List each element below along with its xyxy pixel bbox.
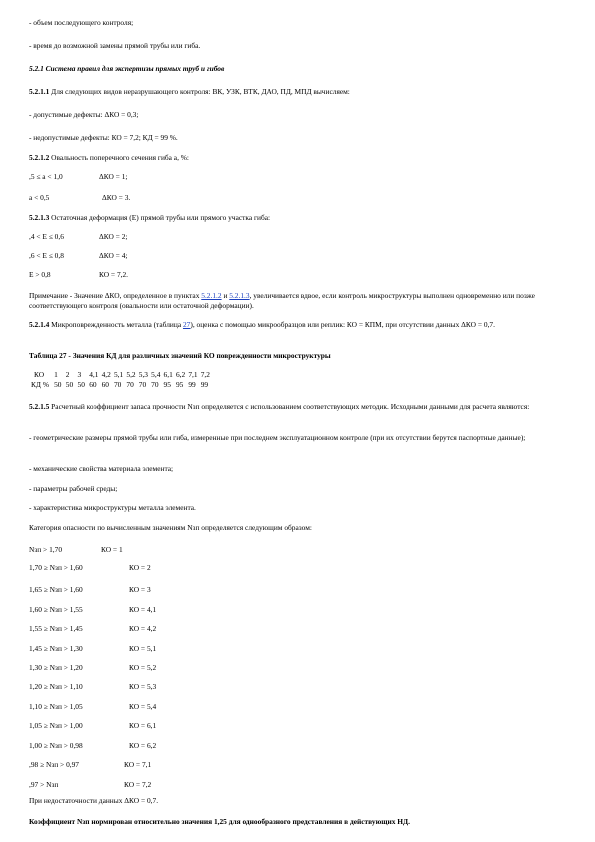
- nzp-condition: 1,60 ≥ Nзп > 1,55: [29, 605, 83, 614]
- table-row-kd: [29, 380, 213, 390]
- table-cell: 3: [77, 370, 82, 379]
- bullet-acceptable-defects: - допустимые дефекты: ΔКО = 0,3;: [29, 110, 139, 119]
- paragraph-5-2-1-5: [29, 402, 564, 412]
- ovality-row-1: [29, 172, 229, 182]
- paragraph-number: 5.2.1.1: [29, 87, 50, 96]
- nzp-condition: 1,70 ≥ Nзп > 1,60: [29, 563, 83, 572]
- nzp-ko-value: КО = 5,4: [129, 702, 157, 711]
- table-cell: КД %: [31, 380, 49, 389]
- ovality-value: ΔКО = 3.: [102, 193, 131, 202]
- ovality-row-2: [29, 193, 229, 203]
- nzp-ko-value: КО = 4,1: [129, 605, 157, 614]
- table-cell: 60: [89, 380, 97, 389]
- nzp-category-row: [29, 682, 249, 692]
- bullet-control-volume: - объем последующего контроля;: [29, 18, 134, 27]
- nzp-category-row: [29, 624, 249, 634]
- nzp-condition: 1,20 ≥ Nзп > 1,10: [29, 682, 83, 691]
- nzp-ko-value: КО = 1: [101, 545, 123, 554]
- nzp-condition: 1,65 ≥ Nзп > 1,60: [29, 585, 83, 594]
- nzp-condition: 1,10 ≥ Nзп > 1,05: [29, 702, 83, 711]
- table-cell: 2: [65, 370, 70, 379]
- note-paragraph: [29, 291, 564, 311]
- paragraph-5-2-1-3: [29, 213, 270, 223]
- nzp-category-row: [29, 545, 249, 555]
- nzp-condition: 1,45 ≥ Nзп > 1,30: [29, 644, 83, 653]
- nzp-condition: ,98 ≥ Nзп > 0,97: [29, 760, 79, 769]
- table-cell: 99: [200, 380, 209, 389]
- nzp-category-row: [29, 721, 249, 731]
- deformation-row-3: [29, 270, 229, 280]
- table-cell: 60: [101, 380, 109, 389]
- paragraph-number: 5.2.1.5: [29, 402, 50, 411]
- paragraph-5-2-1-4: [29, 320, 564, 330]
- nzp-condition: 1,00 ≥ Nзп > 0,98: [29, 741, 83, 750]
- table-cell: 5,4: [151, 370, 161, 379]
- note-text: Примечание - Значение ΔКО, определенное в пунктах: [29, 291, 202, 300]
- deformation-row-2: [29, 251, 229, 261]
- nzp-ko-value: КО = 5,2: [129, 663, 157, 672]
- table-cell: 70: [138, 380, 147, 389]
- nzp-ko-value: КО = 5,3: [129, 682, 157, 691]
- table-cell: 6,1: [163, 370, 173, 379]
- section-heading-5-2-1: 5.2.1 Система правил для экспертизы прямых труб и гибов: [29, 64, 225, 73]
- table-cell: 7,2: [200, 370, 210, 379]
- deformation-condition: ,4 < Е ≤ 0,6: [29, 232, 64, 241]
- table-cell: 70: [126, 380, 134, 389]
- link-table-27[interactable]: 27: [182, 320, 191, 329]
- bullet-mechanical-properties: - механические свойства материала элемента;: [29, 464, 174, 473]
- bullet-microstructure: - характеристика микроструктуры металла элемента.: [29, 503, 196, 512]
- bullet-unacceptable-defects: - недопустимые дефекты: КО = 7,2; КД = 99 %.: [29, 133, 178, 142]
- table-row-ko: [29, 370, 213, 380]
- nzp-category-row: [29, 644, 249, 654]
- table-cell: КО: [34, 370, 45, 379]
- table-cell: 6,2: [175, 370, 186, 379]
- nzp-condition: ,97 > Nзп: [29, 780, 59, 789]
- nzp-category-row: [29, 760, 249, 770]
- missing-data-note: При недостаточности данных ΔКО = 0,7.: [29, 796, 159, 805]
- deformation-condition: Е > 0,8: [29, 270, 51, 279]
- deformation-row-1: [29, 232, 229, 242]
- table-cell: 4,1: [89, 370, 99, 379]
- nzp-category-row: [29, 702, 249, 712]
- nzp-category-row: [29, 741, 249, 751]
- table-cell: 5,3: [138, 370, 149, 379]
- hazard-category-intro: Категория опасности по вычисленным значениям Nзп определяется следующим образом:: [29, 523, 312, 532]
- paragraph-5-2-1-2: [29, 153, 189, 163]
- table-cell: 95: [163, 380, 171, 389]
- table-cell: 50: [77, 380, 85, 389]
- note-text: , увеличивается вдвое, если контроль микроструктуры выполнен одновременно или позже соответствующего контроля (овальности или остаточной деформации).: [29, 291, 535, 310]
- deformation-value: ΔКО = 4;: [99, 251, 128, 260]
- table-cell: 70: [113, 380, 122, 389]
- nzp-category-row: [29, 663, 249, 673]
- table-cell: 4,2: [101, 370, 111, 379]
- table-cell: 95: [175, 380, 184, 389]
- table-cell: 7,1: [188, 370, 198, 379]
- table-cell: 50: [54, 380, 62, 389]
- nzp-ko-value: КО = 2: [129, 563, 151, 572]
- table-cell: 99: [188, 380, 196, 389]
- paragraph-number: 5.2.1.4: [29, 320, 50, 329]
- paragraph-text: Микроповрежденность металла (таблица: [49, 320, 183, 329]
- note-text: и: [221, 291, 230, 300]
- nzp-ko-value: КО = 3: [129, 585, 151, 594]
- nzp-condition: 1,55 ≥ Nзп > 1,45: [29, 624, 83, 633]
- paragraph-number: 5.2.1.3: [29, 213, 50, 222]
- nzp-ko-value: КО = 6,1: [129, 721, 157, 730]
- table-27-title: Таблица 27 - Значения КД для различных значений КО поврежденности микроструктуры: [29, 351, 331, 360]
- paragraph-5-2-1-1: [29, 87, 350, 97]
- nzp-category-row: [29, 605, 249, 615]
- nzp-condition: Nзп > 1,70: [29, 545, 63, 554]
- paragraph-number: 5.2.1.2: [29, 153, 50, 162]
- final-paragraph: Коэффициент Nзп нормирован относительно значения 1,25 для однообразного представления в действующих НД.: [29, 817, 410, 826]
- deformation-value: ΔКО = 2;: [99, 232, 128, 241]
- table-cell: 70: [151, 380, 159, 389]
- table-cell: 5,1: [113, 370, 124, 379]
- ovality-condition: ,5 ≤ а < 1,0: [29, 172, 63, 181]
- paragraph-text: Для следующих видов неразрушающего контроля: ВК, УЗК, ВТК, ДАО, ПД, МПД вычисляем:: [49, 87, 350, 96]
- paragraph-text: Овальность поперечного сечения гиба а, %:: [49, 153, 189, 162]
- deformation-value: КО = 7,2.: [99, 270, 129, 279]
- table-cell: 1: [54, 370, 58, 379]
- bullet-replacement-time: - время до возможной замены прямой трубы или гиба.: [29, 41, 201, 50]
- bullet-environment-parameters: - параметры рабочей среды;: [29, 484, 118, 493]
- table-cell: 50: [65, 380, 74, 389]
- nzp-condition: 1,05 ≥ Nзп > 1,00: [29, 721, 83, 730]
- nzp-condition: 1,30 ≥ Nзп > 1,20: [29, 663, 83, 672]
- nzp-ko-value: КО = 6,2: [129, 741, 157, 750]
- paragraph-text: ), оценка с помощью микрообразцов или реплик: КО = КПМ, при отсутствии данных ΔКО = 0,7.: [190, 320, 495, 329]
- nzp-category-row: [29, 585, 249, 595]
- table-27: [29, 370, 213, 390]
- nzp-category-row: [29, 780, 249, 790]
- ovality-condition: а < 0,5: [29, 193, 50, 202]
- paragraph-text: Остаточная деформация (Е) прямой трубы или прямого участка гиба:: [49, 213, 271, 222]
- nzp-ko-value: КО = 5,1: [129, 644, 157, 653]
- link-5-2-1-2[interactable]: 5.2.1.2: [201, 291, 222, 300]
- nzp-ko-value: КО = 4,2: [129, 624, 157, 633]
- nzp-ko-value: КО = 7,1: [124, 760, 152, 769]
- link-5-2-1-3[interactable]: 5.2.1.3: [229, 291, 250, 300]
- bullet-geometry: - геометрические размеры прямой трубы или гиба, измеренные при последнем эксплуатационном контроле (при их отсутствии берутся паспортные данные);: [29, 433, 526, 442]
- table-cell: 5,2: [126, 370, 136, 379]
- nzp-category-row: [29, 563, 249, 573]
- deformation-condition: ,6 < Е ≤ 0,8: [29, 251, 64, 260]
- ovality-value: ΔКО = 1;: [99, 172, 128, 181]
- nzp-ko-value: КО = 7,2: [124, 780, 152, 789]
- paragraph-text: Расчетный коэффициент запаса прочности Nзп определяется с использованием соответствующих методик. Исходными данными для расчета являются:: [49, 402, 530, 411]
